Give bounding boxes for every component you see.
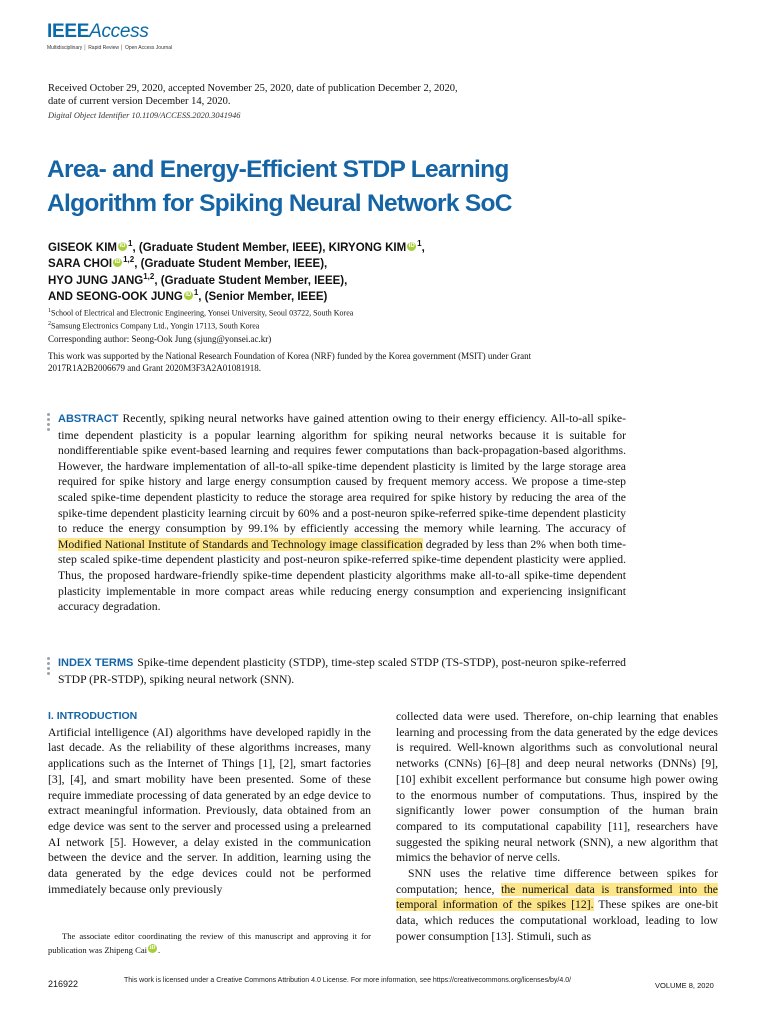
intro-paragraph-1: Artificial intelligence (AI) algorithms have developed rapidly in the last decade. As the reliability of these algorithms increases, many applications such as the Internet of Things [1], [2], smart factories [3], [4], and smart mobility have been presented. Some of these require immediate processing of data generated by an edge device to extract meaningful information. Previously, data obtained from an edge device was sent to the server and processed using a prelearned AI network [5]. However, a delay existed in the communication between the device and the server. In addition, learning using the data generated by the edge devices could not be performed immediately because only previously bbox=[48, 725, 371, 896]
intro-left-column bbox=[48, 709, 371, 897]
journal-logo bbox=[47, 22, 149, 42]
logo-access: Access bbox=[89, 21, 149, 42]
orcid-icon[interactable]: iD bbox=[149, 945, 156, 951]
funding-statement: This work was supported by the National Research Foundation of Korea (NRF) funded by the Korea government (MSIT) under Grant 2017R1A2B2006679 and Grant 2020M3F3A2A01081918. bbox=[48, 351, 532, 373]
author-line-2: SARA CHOI iD $^{1,2}$, (Graduate Student Member, IEEE), bbox=[48, 255, 328, 271]
intro-paragraph-3: SNN uses the relative time difference between spikes for computation; hence, the numerical data is transformed into the temporal information of the spikes [12]. These spikes are one-bit data, which reduces the computational workload, leading to low power consumption [13]. Stimuli, such as bbox=[396, 867, 718, 943]
received-dates bbox=[48, 82, 688, 108]
author-name: HYO JUNG JANG bbox=[48, 274, 144, 287]
highlighted-text[interactable]: the numerical data is transformed into the temporal information of the spikes [12]. bbox=[396, 882, 718, 912]
logo-ieee: IEEE bbox=[47, 21, 90, 42]
orcid-icon[interactable]: iD bbox=[408, 243, 415, 249]
author-line-1: GISEOK KIM iD $^1$, (Graduate Student Member, IEEE), KIRYONG KIM iD $^1$, bbox=[48, 239, 425, 254]
index-terms: INDEX TERMS Spike-time dependent plasticity (STDP), time-step scaled STDP (TS-STDP), post-neuron spike-referred STDP (PR-STDP), spiking neural network (SNN). bbox=[58, 656, 626, 686]
author-line-3: HYO JUNG JANG$^{1,2}$, (Graduate Student Member, IEEE), bbox=[48, 271, 348, 287]
editor-footnote: The associate editor coordinating the review of this manuscript and approving it for publication was Zhipeng Cai iD . bbox=[48, 931, 371, 955]
journal-tagline: Multidisciplinary │ Rapid Review │ Open Access Journal bbox=[47, 45, 173, 51]
author-list bbox=[48, 240, 708, 305]
title-line-1: Area- and Energy-Efficient STDP Learning bbox=[47, 156, 509, 183]
license-notice[interactable]: This work is licensed under a Creative Commons Attribution 4.0 License. For more information, see https://creativecommons.org/licenses/by/4.0/ bbox=[124, 977, 572, 984]
affiliations bbox=[48, 306, 353, 332]
orcid-icon[interactable]: iD bbox=[114, 259, 121, 266]
doi[interactable]: Digital Object Identifier 10.1109/ACCESS.2020.3041946 bbox=[48, 111, 241, 120]
index-terms-marker-icon bbox=[47, 657, 50, 677]
affiliation-2: $^2$Samsung Electronics Company Ltd., Yongin 17113, South Korea bbox=[48, 320, 260, 331]
orcid-icon[interactable]: iD bbox=[119, 243, 126, 249]
received-line-2: date of current version December 14, 2020. bbox=[48, 96, 231, 107]
paper-title bbox=[47, 153, 687, 221]
orcid-icon[interactable]: iD bbox=[185, 291, 192, 298]
highlighted-text[interactable]: Modified National Institute of Standards and Technology image classification bbox=[58, 537, 423, 551]
page-number: 216922 bbox=[48, 979, 79, 989]
abstract-marker-icon bbox=[47, 413, 50, 433]
intro-right-column bbox=[396, 709, 718, 945]
author-name: GISEOK KIM bbox=[48, 242, 118, 254]
intro-paragraph-2: collected data were used. Therefore, on-chip learning that enables learning and processing from the data generated by the edge devices is required. Well-known algorithms such as convolutional neural networks (CNNs) [6]–[8] and deep neural networks (DNNs) [9], [10] exhibit excellent performance but consume high power owing to the enormous number of computations. Thus, inspired by the significantly lower power consumption of the human brain compared to its computational capability [11], researchers have suggested the spiking neural network (SNN), a new algorithm that mimics the behavior of nerve cells. bbox=[396, 710, 718, 865]
volume-label: VOLUME 8, 2020 bbox=[655, 981, 714, 990]
affiliation-1: $^1$School of Electrical and Electronic Engineering, Yonsei University, Seoul 03722, South Korea bbox=[48, 308, 354, 318]
author-name: AND SEONG-OOK JUNG bbox=[48, 290, 183, 303]
author-line-4: AND SEONG-OOK JUNG iD $^1$, (Senior Member, IEEE) bbox=[48, 287, 328, 303]
title-line-2: Algorithm for Spiking Neural Network SoC bbox=[47, 190, 512, 217]
author-name: SARA CHOI bbox=[48, 258, 113, 271]
received-line-1: Received October 29, 2020, accepted November 25, 2020, date of publication December 2, 2020, bbox=[48, 83, 458, 94]
corresponding-author: Corresponding author: Seong-Ook Jung (sjung@yonsei.ac.kr) bbox=[48, 334, 272, 344]
index-terms-label: INDEX TERMS bbox=[58, 657, 134, 669]
section-heading: I. INTRODUCTION bbox=[48, 710, 138, 722]
abstract: ABSTRACT Recently, spiking neural networks have gained attention owing to their energy efficiency. All-to-all spike-time dependent plasticity is a popular learning algorithm for spiking neural networks because it is suitable for nondifferentiable spike event-based learning and requires fewer computations than back-propagation-based algorithms. However, the hardware implementation of all-to-all spike-time dependent plasticity is limited by the large storage area required for spike history and large energy consumption caused by frequent memory access. We propose a time-step scaled spike-time dependent plasticity to reduce the storage area required for spike history by reducing the area of the spike-time dependent plasticity learning circuit by 60% and a post-neuron spike-referred spike-time dependent plasticity to reduce the energy consumption by 99.1% by efficiently accessing the memory while learning. The accuracy of Modified National Institute of Standards and Technology image classification degraded by less than 2% when both time-step scaled spike-time dependent plasticity and post-neuron spike-referred spike-time dependent plasticity were applied. Thus, the proposed hardware-friendly spike-time dependent plasticity algorithms make all-to-all spike-time dependent plasticity implementable in more compact areas while reducing energy consumption and experiencing insignificant accuracy degradation. bbox=[58, 412, 626, 614]
abstract-label: ABSTRACT bbox=[58, 413, 119, 425]
